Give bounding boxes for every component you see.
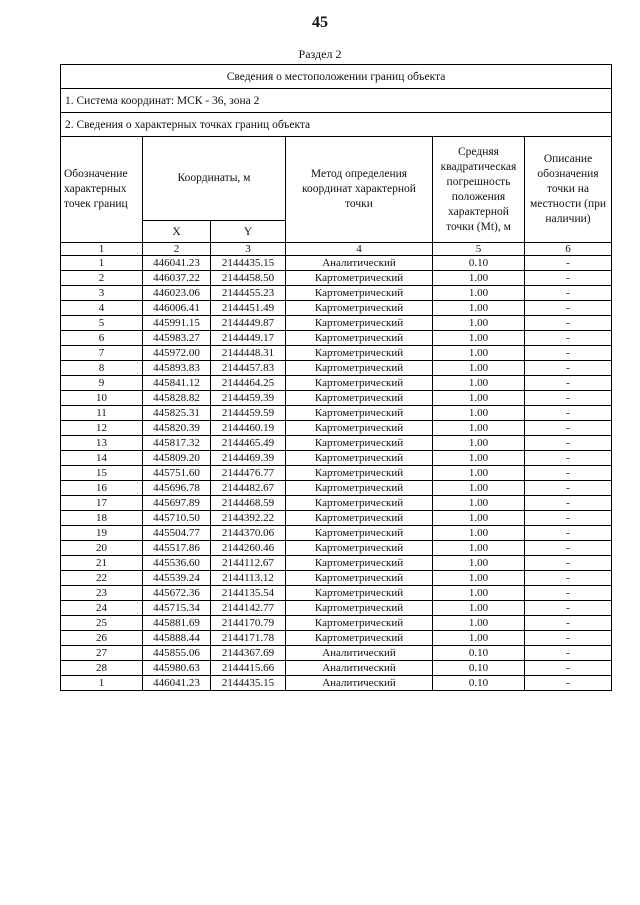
point-number-cell: 12 xyxy=(61,421,143,436)
point-number-cell: 9 xyxy=(61,376,143,391)
description-cell: - xyxy=(525,271,612,286)
description-cell: - xyxy=(525,571,612,586)
table-row xyxy=(61,571,612,586)
method-cell: Картометрический xyxy=(286,466,433,481)
y-coordinate-cell: 2144464.25 xyxy=(211,376,286,391)
method-cell: Картометрический xyxy=(286,436,433,451)
header-method: Метод определения координат характерной точки xyxy=(286,137,433,243)
error-cell: 1.00 xyxy=(433,466,525,481)
table-row xyxy=(61,466,612,481)
column-number: 5 xyxy=(433,243,525,256)
point-number-cell: 4 xyxy=(61,301,143,316)
method-cell: Картометрический xyxy=(286,346,433,361)
x-coordinate-cell: 445881.69 xyxy=(143,616,211,631)
y-coordinate-cell: 2144455.23 xyxy=(211,286,286,301)
x-coordinate-cell: 445697.89 xyxy=(143,496,211,511)
y-coordinate-cell: 2144468.59 xyxy=(211,496,286,511)
point-number-cell: 11 xyxy=(61,406,143,421)
x-coordinate-cell: 445893.83 xyxy=(143,361,211,376)
method-cell: Аналитический xyxy=(286,676,433,691)
y-coordinate-cell: 2144451.49 xyxy=(211,301,286,316)
method-cell: Картометрический xyxy=(286,451,433,466)
table-row xyxy=(61,301,612,316)
section-label: Раздел 2 xyxy=(298,47,342,61)
error-cell: 1.00 xyxy=(433,451,525,466)
table-title: Сведения о местоположении границ объекта xyxy=(61,65,612,89)
description-cell: - xyxy=(525,601,612,616)
y-coordinate-cell: 2144465.49 xyxy=(211,436,286,451)
x-coordinate-cell: 445828.82 xyxy=(143,391,211,406)
point-number-cell: 15 xyxy=(61,466,143,481)
point-number-cell: 10 xyxy=(61,391,143,406)
method-cell: Картометрический xyxy=(286,526,433,541)
method-cell: Картометрический xyxy=(286,286,433,301)
method-cell: Картометрический xyxy=(286,616,433,631)
y-coordinate-cell: 2144170.79 xyxy=(211,616,286,631)
x-coordinate-cell: 446006.41 xyxy=(143,301,211,316)
y-coordinate-cell: 2144449.17 xyxy=(211,331,286,346)
description-cell: - xyxy=(525,646,612,661)
method-cell: Картометрический xyxy=(286,556,433,571)
error-cell: 1.00 xyxy=(433,271,525,286)
point-number-cell: 3 xyxy=(61,286,143,301)
table-row xyxy=(61,376,612,391)
error-cell: 1.00 xyxy=(433,556,525,571)
header-designation: Обозначение характерных точек границ xyxy=(61,137,143,243)
table-row xyxy=(61,316,612,331)
x-coordinate-cell: 445983.27 xyxy=(143,331,211,346)
point-number-cell: 21 xyxy=(61,556,143,571)
table-row xyxy=(61,391,612,406)
description-cell: - xyxy=(525,511,612,526)
point-number-cell: 26 xyxy=(61,631,143,646)
method-cell: Картометрический xyxy=(286,601,433,616)
method-cell: Аналитический xyxy=(286,661,433,676)
table-row xyxy=(61,421,612,436)
column-number: 3 xyxy=(211,243,286,256)
page-number: 45 xyxy=(312,14,328,31)
description-cell: - xyxy=(525,286,612,301)
method-cell: Картометрический xyxy=(286,376,433,391)
x-coordinate-cell: 445820.39 xyxy=(143,421,211,436)
table-row xyxy=(61,406,612,421)
y-coordinate-cell: 2144457.83 xyxy=(211,361,286,376)
point-number-cell: 24 xyxy=(61,601,143,616)
description-cell: - xyxy=(525,661,612,676)
point-number-cell: 2 xyxy=(61,271,143,286)
table-row xyxy=(61,661,612,676)
table-row xyxy=(61,481,612,496)
method-cell: Картометрический xyxy=(286,316,433,331)
error-cell: 1.00 xyxy=(433,301,525,316)
header-description: Описание обозначения точки на местности (при наличии) xyxy=(525,137,612,243)
point-number-cell: 20 xyxy=(61,541,143,556)
x-coordinate-cell: 445817.32 xyxy=(143,436,211,451)
error-cell: 1.00 xyxy=(433,616,525,631)
method-cell: Картометрический xyxy=(286,511,433,526)
x-coordinate-cell: 445715.34 xyxy=(143,601,211,616)
y-coordinate-cell: 2144448.31 xyxy=(211,346,286,361)
table-row xyxy=(61,436,612,451)
table-row xyxy=(61,361,612,376)
point-number-cell: 8 xyxy=(61,361,143,376)
error-cell: 0.10 xyxy=(433,646,525,661)
table-row xyxy=(61,616,612,631)
description-cell: - xyxy=(525,301,612,316)
description-cell: - xyxy=(525,541,612,556)
description-cell: - xyxy=(525,676,612,691)
method-cell: Картометрический xyxy=(286,301,433,316)
method-cell: Аналитический xyxy=(286,256,433,271)
table-row xyxy=(61,451,612,466)
error-cell: 0.10 xyxy=(433,256,525,271)
y-coordinate-cell: 2144458.50 xyxy=(211,271,286,286)
point-number-cell: 5 xyxy=(61,316,143,331)
point-number-cell: 14 xyxy=(61,451,143,466)
method-cell: Картометрический xyxy=(286,406,433,421)
column-number: 4 xyxy=(286,243,433,256)
error-cell: 1.00 xyxy=(433,496,525,511)
y-coordinate-cell: 2144469.39 xyxy=(211,451,286,466)
error-cell: 1.00 xyxy=(433,481,525,496)
table-row xyxy=(61,346,612,361)
description-cell: - xyxy=(525,421,612,436)
description-cell: - xyxy=(525,496,612,511)
method-cell: Картометрический xyxy=(286,481,433,496)
x-coordinate-cell: 445972.00 xyxy=(143,346,211,361)
point-number-cell: 19 xyxy=(61,526,143,541)
point-number-cell: 13 xyxy=(61,436,143,451)
description-cell: - xyxy=(525,466,612,481)
error-cell: 1.00 xyxy=(433,331,525,346)
description-cell: - xyxy=(525,376,612,391)
description-cell: - xyxy=(525,616,612,631)
error-cell: 1.00 xyxy=(433,286,525,301)
y-coordinate-cell: 2144171.78 xyxy=(211,631,286,646)
description-cell: - xyxy=(525,556,612,571)
y-coordinate-cell: 2144460.19 xyxy=(211,421,286,436)
error-cell: 1.00 xyxy=(433,391,525,406)
error-cell: 1.00 xyxy=(433,586,525,601)
point-number-cell: 16 xyxy=(61,481,143,496)
x-coordinate-cell: 445517.86 xyxy=(143,541,211,556)
error-cell: 1.00 xyxy=(433,361,525,376)
y-coordinate-cell: 2144113.12 xyxy=(211,571,286,586)
x-coordinate-cell: 445672.36 xyxy=(143,586,211,601)
description-cell: - xyxy=(525,586,612,601)
error-cell: 0.10 xyxy=(433,676,525,691)
x-coordinate-cell: 445536.60 xyxy=(143,556,211,571)
point-number-cell: 7 xyxy=(61,346,143,361)
method-cell: Картометрический xyxy=(286,331,433,346)
header-error: Средняя квадратическая погрешность положения характерной точки (Mt), м xyxy=(433,137,525,243)
header-y: Y xyxy=(211,221,286,243)
point-number-cell: 25 xyxy=(61,616,143,631)
error-cell: 1.00 xyxy=(433,346,525,361)
table-row xyxy=(61,631,612,646)
header-x: X xyxy=(143,221,211,243)
description-cell: - xyxy=(525,361,612,376)
y-coordinate-cell: 2144370.06 xyxy=(211,526,286,541)
table-row xyxy=(61,646,612,661)
method-cell: Картометрический xyxy=(286,421,433,436)
column-number: 6 xyxy=(525,243,612,256)
x-coordinate-cell: 445504.77 xyxy=(143,526,211,541)
method-cell: Картометрический xyxy=(286,496,433,511)
x-coordinate-cell: 445991.15 xyxy=(143,316,211,331)
error-cell: 1.00 xyxy=(433,436,525,451)
point-number-cell: 1 xyxy=(61,676,143,691)
description-cell: - xyxy=(525,346,612,361)
x-coordinate-cell: 445980.63 xyxy=(143,661,211,676)
description-cell: - xyxy=(525,436,612,451)
y-coordinate-cell: 2144392.22 xyxy=(211,511,286,526)
column-number: 1 xyxy=(61,243,143,256)
error-cell: 1.00 xyxy=(433,571,525,586)
method-cell: Картометрический xyxy=(286,361,433,376)
error-cell: 1.00 xyxy=(433,406,525,421)
error-cell: 1.00 xyxy=(433,631,525,646)
description-cell: - xyxy=(525,631,612,646)
method-cell: Картометрический xyxy=(286,571,433,586)
x-coordinate-cell: 446023.06 xyxy=(143,286,211,301)
column-number: 2 xyxy=(143,243,211,256)
x-coordinate-cell: 446041.23 xyxy=(143,676,211,691)
point-number-cell: 27 xyxy=(61,646,143,661)
header-coordinates: Координаты, м xyxy=(143,137,286,221)
description-cell: - xyxy=(525,256,612,271)
table-row xyxy=(61,511,612,526)
x-coordinate-cell: 445888.44 xyxy=(143,631,211,646)
table-row xyxy=(61,556,612,571)
method-cell: Картометрический xyxy=(286,271,433,286)
table-row xyxy=(61,331,612,346)
point-number-cell: 18 xyxy=(61,511,143,526)
boundary-points-table xyxy=(60,64,612,691)
error-cell: 1.00 xyxy=(433,421,525,436)
method-cell: Картометрический xyxy=(286,391,433,406)
y-coordinate-cell: 2144459.59 xyxy=(211,406,286,421)
x-coordinate-cell: 445710.50 xyxy=(143,511,211,526)
y-coordinate-cell: 2144135.54 xyxy=(211,586,286,601)
x-coordinate-cell: 445855.06 xyxy=(143,646,211,661)
method-cell: Картометрический xyxy=(286,541,433,556)
x-coordinate-cell: 446041.23 xyxy=(143,256,211,271)
method-cell: Картометрический xyxy=(286,631,433,646)
column-numbers-row xyxy=(61,243,612,256)
x-coordinate-cell: 445841.12 xyxy=(143,376,211,391)
y-coordinate-cell: 2144142.77 xyxy=(211,601,286,616)
y-coordinate-cell: 2144476.77 xyxy=(211,466,286,481)
table-row xyxy=(61,526,612,541)
description-cell: - xyxy=(525,451,612,466)
error-cell: 0.10 xyxy=(433,661,525,676)
x-coordinate-cell: 445809.20 xyxy=(143,451,211,466)
point-number-cell: 23 xyxy=(61,586,143,601)
y-coordinate-cell: 2144367.69 xyxy=(211,646,286,661)
table-row xyxy=(61,601,612,616)
table-row xyxy=(61,676,612,691)
table-row xyxy=(61,586,612,601)
description-cell: - xyxy=(525,481,612,496)
y-coordinate-cell: 2144435.15 xyxy=(211,676,286,691)
error-cell: 1.00 xyxy=(433,601,525,616)
y-coordinate-cell: 2144260.46 xyxy=(211,541,286,556)
table-row xyxy=(61,271,612,286)
error-cell: 1.00 xyxy=(433,316,525,331)
y-coordinate-cell: 2144459.39 xyxy=(211,391,286,406)
table-row xyxy=(61,256,612,271)
table-row xyxy=(61,496,612,511)
error-cell: 1.00 xyxy=(433,376,525,391)
x-coordinate-cell: 445825.31 xyxy=(143,406,211,421)
y-coordinate-cell: 2144482.67 xyxy=(211,481,286,496)
table-subtitle: 2. Сведения о характерных точках границ объекта xyxy=(61,113,612,137)
point-number-cell: 17 xyxy=(61,496,143,511)
y-coordinate-cell: 2144112.67 xyxy=(211,556,286,571)
point-number-cell: 28 xyxy=(61,661,143,676)
y-coordinate-cell: 2144435.15 xyxy=(211,256,286,271)
error-cell: 1.00 xyxy=(433,541,525,556)
description-cell: - xyxy=(525,406,612,421)
x-coordinate-cell: 445696.78 xyxy=(143,481,211,496)
description-cell: - xyxy=(525,526,612,541)
error-cell: 1.00 xyxy=(433,511,525,526)
error-cell: 1.00 xyxy=(433,526,525,541)
method-cell: Аналитический xyxy=(286,646,433,661)
y-coordinate-cell: 2144415.66 xyxy=(211,661,286,676)
method-cell: Картометрический xyxy=(286,586,433,601)
coordinate-system: 1. Система координат: МСК - 36, зона 2 xyxy=(61,89,612,113)
point-number-cell: 22 xyxy=(61,571,143,586)
description-cell: - xyxy=(525,331,612,346)
x-coordinate-cell: 446037.22 xyxy=(143,271,211,286)
x-coordinate-cell: 445539.24 xyxy=(143,571,211,586)
description-cell: - xyxy=(525,391,612,406)
table-row xyxy=(61,541,612,556)
x-coordinate-cell: 445751.60 xyxy=(143,466,211,481)
y-coordinate-cell: 2144449.87 xyxy=(211,316,286,331)
description-cell: - xyxy=(525,316,612,331)
point-number-cell: 6 xyxy=(61,331,143,346)
table-row xyxy=(61,286,612,301)
point-number-cell: 1 xyxy=(61,256,143,271)
